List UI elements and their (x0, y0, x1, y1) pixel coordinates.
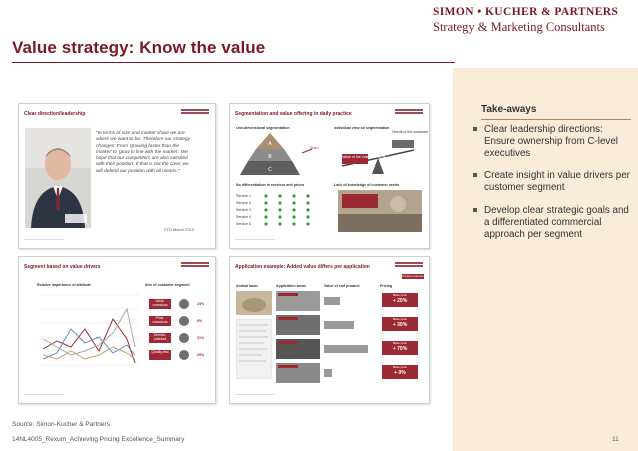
thumbnail-footer (235, 239, 275, 244)
segment-percent: 29% (197, 353, 205, 357)
segmentation-pyramid-diagram (240, 131, 330, 179)
thumbnail-title: Application example: Added value differs per application (235, 264, 370, 270)
takeaway-text: Clear leadership directions: Ensure ownership from C-level executives (484, 124, 618, 159)
customer-needs-photo (338, 190, 422, 232)
thumbnail-footer (235, 394, 275, 399)
segment-pill: Value-conscious (149, 299, 171, 309)
raw-material-photo (236, 291, 272, 315)
column-header: Application areas (276, 284, 306, 288)
segment-size-pies (176, 298, 212, 368)
takeaways-divider (481, 119, 631, 120)
source-note: Source: Simon-Kucher & Partners (12, 421, 110, 428)
lack-of-knowledge-label: Lack of knowledge of customer needs (334, 183, 400, 187)
takeaway-text: Create insight in value drivers per customer segment (484, 170, 630, 194)
segment-pie (179, 350, 189, 360)
slide-title: Value strategy: Know the value (12, 38, 266, 57)
pyramid-label-c: C (268, 167, 272, 173)
project-example-badge: Project example (402, 274, 424, 278)
takeaway-item (471, 205, 631, 240)
price-label: Base price (392, 341, 408, 345)
segment-pill: Service-oriented (149, 333, 171, 343)
thumbnail-logo (181, 262, 209, 270)
price-premium-box (382, 293, 418, 307)
company-logo-name: SIMON • KUCHER & PARTNERS (433, 6, 619, 18)
price-premium-box (382, 341, 418, 355)
price-label: Base price (392, 317, 408, 321)
thumbnail-title: Segmentation and value offering in daily practice (235, 111, 352, 117)
thumbnail-leadership (18, 103, 216, 249)
price-label: Base price (392, 293, 408, 297)
no-differentiation-label: No differentiation in services and prices (236, 183, 305, 187)
takeaway-item (471, 170, 631, 194)
thumbnail-logo (395, 262, 423, 270)
thumbnail-logo (181, 109, 209, 117)
service-row-label: Service 4 (236, 215, 251, 219)
segmentation-sublabel-left: One-dimensional segmentation (236, 126, 290, 130)
segment-pie (179, 299, 189, 309)
thumbnail-footer (24, 394, 64, 399)
pyramid-label-a: A (268, 141, 272, 147)
thumbnail-value-drivers (18, 256, 216, 404)
thumbnail-footer (24, 239, 64, 244)
segment-percent: 8% (197, 319, 203, 323)
service-check-grid (260, 192, 326, 228)
price-premium-box (382, 317, 418, 331)
column-header: Pricing (380, 284, 393, 288)
raw-material-notes-box (236, 319, 272, 379)
price-premium-value: + 20% (392, 297, 408, 304)
segment-size-label: Size of customer segment (145, 283, 190, 287)
executive-portrait-image (25, 128, 91, 228)
company-logo-subtitle: Strategy & Marketing Consultants (433, 20, 605, 34)
quote-source: FTD March 2013 (164, 227, 195, 232)
segment-pill: Quality-first (149, 350, 171, 360)
takeaway-item (471, 124, 631, 159)
segment-percent: 23% (197, 302, 205, 306)
thumbnail-title: Segment based on value drivers (24, 264, 101, 270)
end-product-value-bars (324, 293, 376, 383)
price-premium-box (382, 365, 418, 379)
bullet-square-icon (473, 208, 477, 212)
segmentation-sublabel-right: Individual view on segmentation (334, 126, 390, 130)
value-driver-line-chart (27, 289, 143, 379)
takeaway-text: Develop clear strategic goals and a differentiated commercial approach per segment (484, 204, 629, 240)
header-divider (12, 62, 455, 63)
column-header: Value of end product (324, 284, 360, 288)
thumbnail-logo (395, 109, 423, 117)
application-area-photos (276, 291, 320, 383)
segment-pie (179, 316, 189, 326)
customer-needs-label: Needs of the customer (392, 130, 429, 134)
segment-pie (179, 333, 189, 343)
thumbnail-title: Clear direction/leadership (24, 111, 86, 117)
segment-pill: Price-conscious (149, 316, 171, 326)
page-number: 11 (612, 436, 619, 443)
thumbnail-application (229, 256, 430, 404)
size-question-label: Size? (310, 146, 319, 150)
bullet-square-icon (473, 173, 477, 177)
chart-label: Relative importance of attribute (37, 283, 91, 287)
service-row-label: Service 1 (236, 194, 251, 198)
service-row-label: Service 3 (236, 208, 251, 212)
price-premium-value: + 0% (394, 369, 406, 376)
pyramid-label-b: B (268, 154, 272, 160)
footer-filename: 14NL4005_Rexum_Achieving Pricing Excellence_Summary (12, 436, 185, 443)
value-to-us-label: Value of the customer to us (342, 155, 386, 159)
segment-percent: 31% (197, 336, 205, 340)
leadership-quote: "In terms of size and market share we are where we want to be. Therefore our strategy changes: From 'growing faster than the market' to 'grow in line with the market'. We hope that our competitors are also satisfied with their position. If that is not the case, we will defend our position with all means." (96, 131, 191, 174)
service-row-label: Service 5 (236, 222, 251, 226)
price-premium-value: + 30% (392, 321, 408, 328)
price-premium-value: + 70% (392, 345, 408, 352)
thumbnail-segmentation (229, 103, 430, 249)
column-header: Animal basic (236, 284, 259, 288)
takeaways-list (471, 124, 631, 251)
price-label: Base price (392, 365, 408, 369)
takeaways-heading: Take-aways (481, 104, 537, 115)
service-row-label: Service 2 (236, 201, 251, 205)
bullet-square-icon (473, 127, 477, 131)
